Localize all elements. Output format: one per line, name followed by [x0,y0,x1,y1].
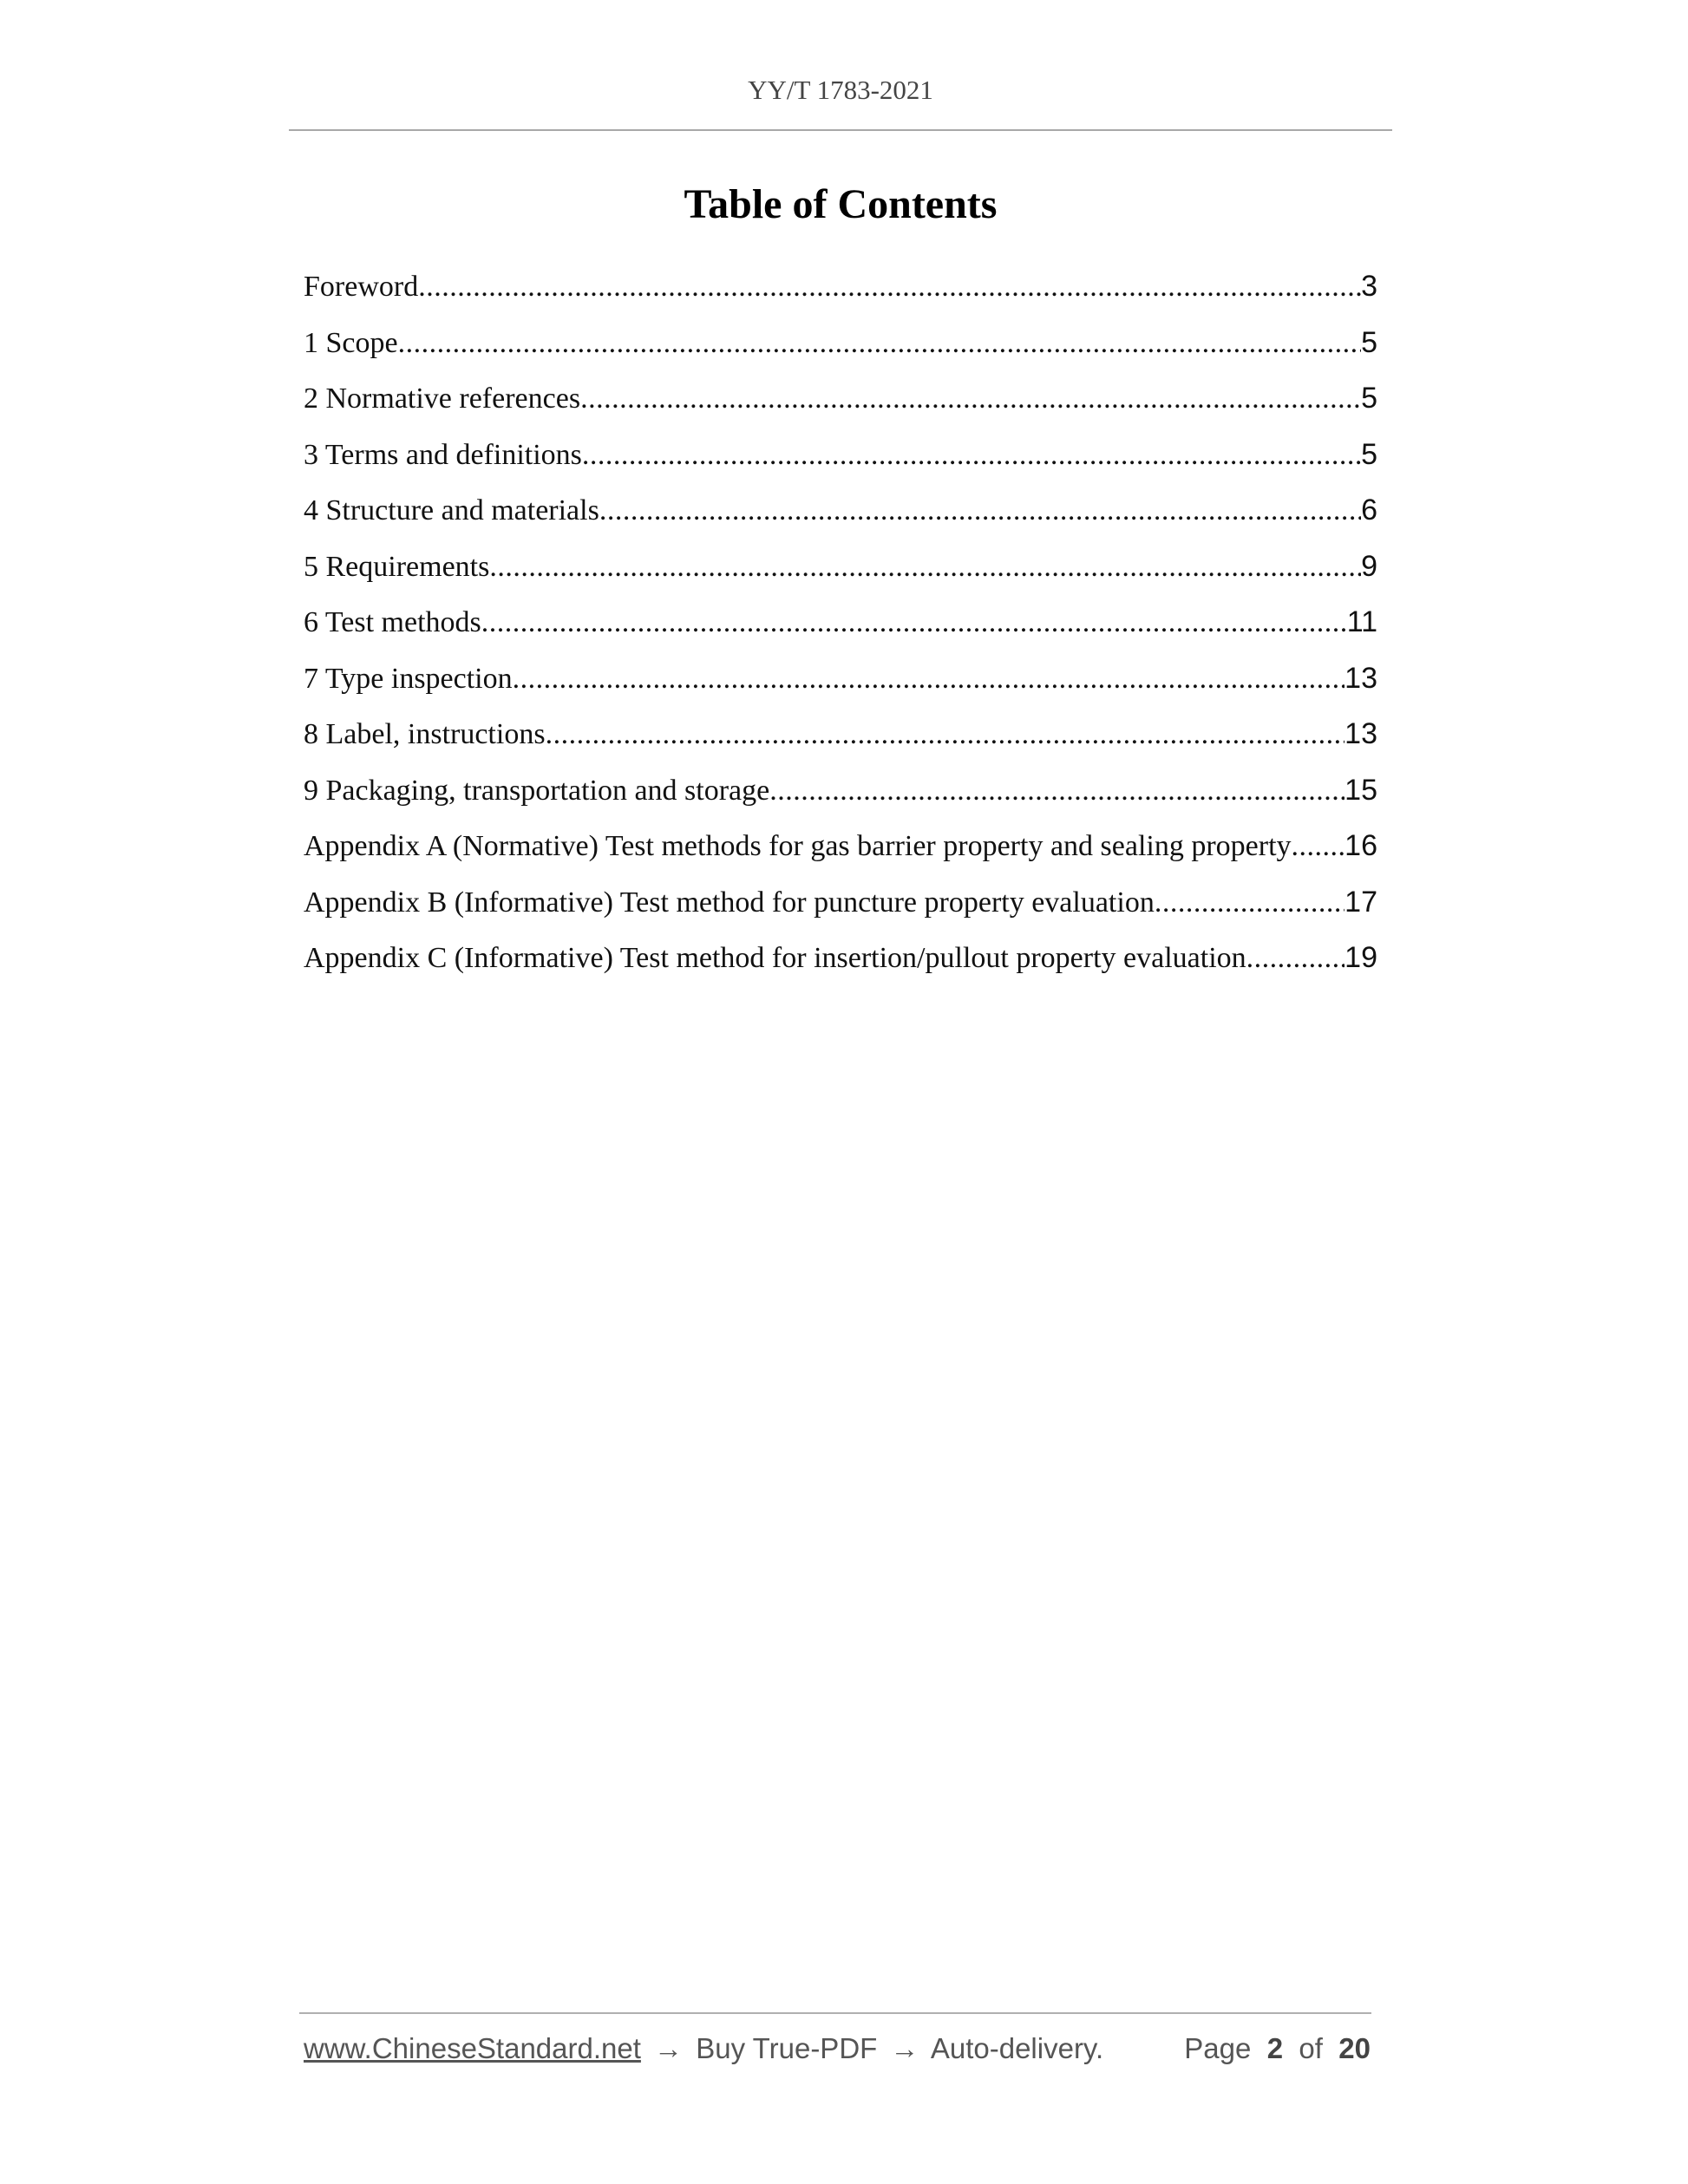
toc-entry-page: 13 [1345,717,1377,750]
footer-divider [299,2012,1371,2014]
toc-entry-page: 17 [1345,885,1377,919]
toc-entry-page: 19 [1345,941,1377,974]
toc-entry-label: 7 Type inspection [304,662,513,695]
auto-delivery-text: Auto-delivery. [930,2032,1104,2064]
toc-entry-label: 5 Requirements [304,550,490,583]
page-title: Table of Contents [684,181,998,227]
toc-entry-label: Appendix A (Normative) Test methods for gas barrier property and sealing property [304,830,1292,862]
toc-entry-page: 3 [1361,270,1377,303]
toc-entry-test-methods[interactable] [304,594,1377,651]
toc-leader-dots [582,428,1361,484]
website-link[interactable]: www.ChineseStandard.net [304,2032,641,2064]
toc-entry-label-instructions[interactable] [304,706,1377,762]
toc-entry-label: 2 Normative references [304,383,581,415]
toc-entry-structure-materials[interactable] [304,482,1377,539]
toc-entry-label: 9 Packaging, transportation and storage [304,774,770,807]
toc-entry-page: 5 [1361,325,1377,359]
toc-entry-page: 9 [1361,549,1377,583]
page-indicator [1184,2032,1371,2065]
toc-leader-dots [489,539,1361,596]
page-footer [304,2032,1371,2065]
toc-entry-appendix-b[interactable] [304,874,1377,931]
toc-leader-dots [599,483,1361,539]
toc-leader-dots [481,595,1347,651]
toc-leader-dots [398,316,1361,372]
toc-leader-dots [1292,819,1345,875]
toc-entry-appendix-a[interactable] [304,818,1377,874]
toc-entry-label: 4 Structure and materials [304,494,599,526]
footer-promo [304,2032,1103,2065]
arrow-right-icon: → [654,2032,684,2064]
toc-leader-dots [546,707,1345,763]
toc-entry-label: 1 Scope [304,326,398,359]
toc-entry-page: 6 [1361,494,1377,526]
toc-leader-dots [418,259,1361,316]
toc-leader-dots [769,763,1345,820]
arrow-right-icon: → [890,2032,919,2064]
toc-entry-normative-references[interactable] [304,370,1377,427]
toc-entry-label: 3 Terms and definitions [304,438,582,471]
toc-leader-dots [580,371,1361,428]
toc-entry-terms-definitions[interactable] [304,427,1377,483]
page-word: Page [1184,2032,1252,2064]
toc-entry-page: 11 [1346,605,1377,638]
buy-true-pdf-text: Buy True-PDF [696,2032,878,2064]
toc-entry-label: Foreword [304,271,419,303]
toc-entry-label: Appendix B (Informative) Test method for puncture property evaluation [304,886,1155,919]
toc-leader-dots [513,651,1345,708]
toc-entry-page: 5 [1361,382,1377,415]
toc-entry-page: 16 [1345,829,1377,862]
toc-entry-label: 6 Test methods [304,606,481,638]
toc-entry-requirements[interactable] [304,539,1377,595]
toc-leader-dots [1246,931,1345,987]
of-word: of [1299,2032,1323,2064]
toc-entry-label: Appendix C (Informative) Test method for insertion/pullout property evaluation [304,942,1246,974]
toc-entry-packaging[interactable] [304,762,1377,819]
table-of-contents [304,258,1377,986]
header-divider [289,129,1392,131]
current-page-number: 2 [1266,2032,1284,2064]
toc-entry-page: 15 [1345,773,1377,807]
toc-entry-page: 5 [1361,437,1377,471]
toc-leader-dots [1155,875,1345,932]
toc-entry-page: 13 [1345,661,1377,695]
toc-entry-scope[interactable] [304,315,1377,371]
document-id-header: YY/T 1783-2021 [748,75,933,105]
total-pages-number: 20 [1338,2032,1371,2064]
toc-entry-type-inspection[interactable] [304,651,1377,707]
toc-entry-foreword[interactable] [304,258,1377,315]
toc-entry-label: 8 Label, instructions [304,718,546,750]
toc-entry-appendix-c[interactable] [304,930,1377,986]
